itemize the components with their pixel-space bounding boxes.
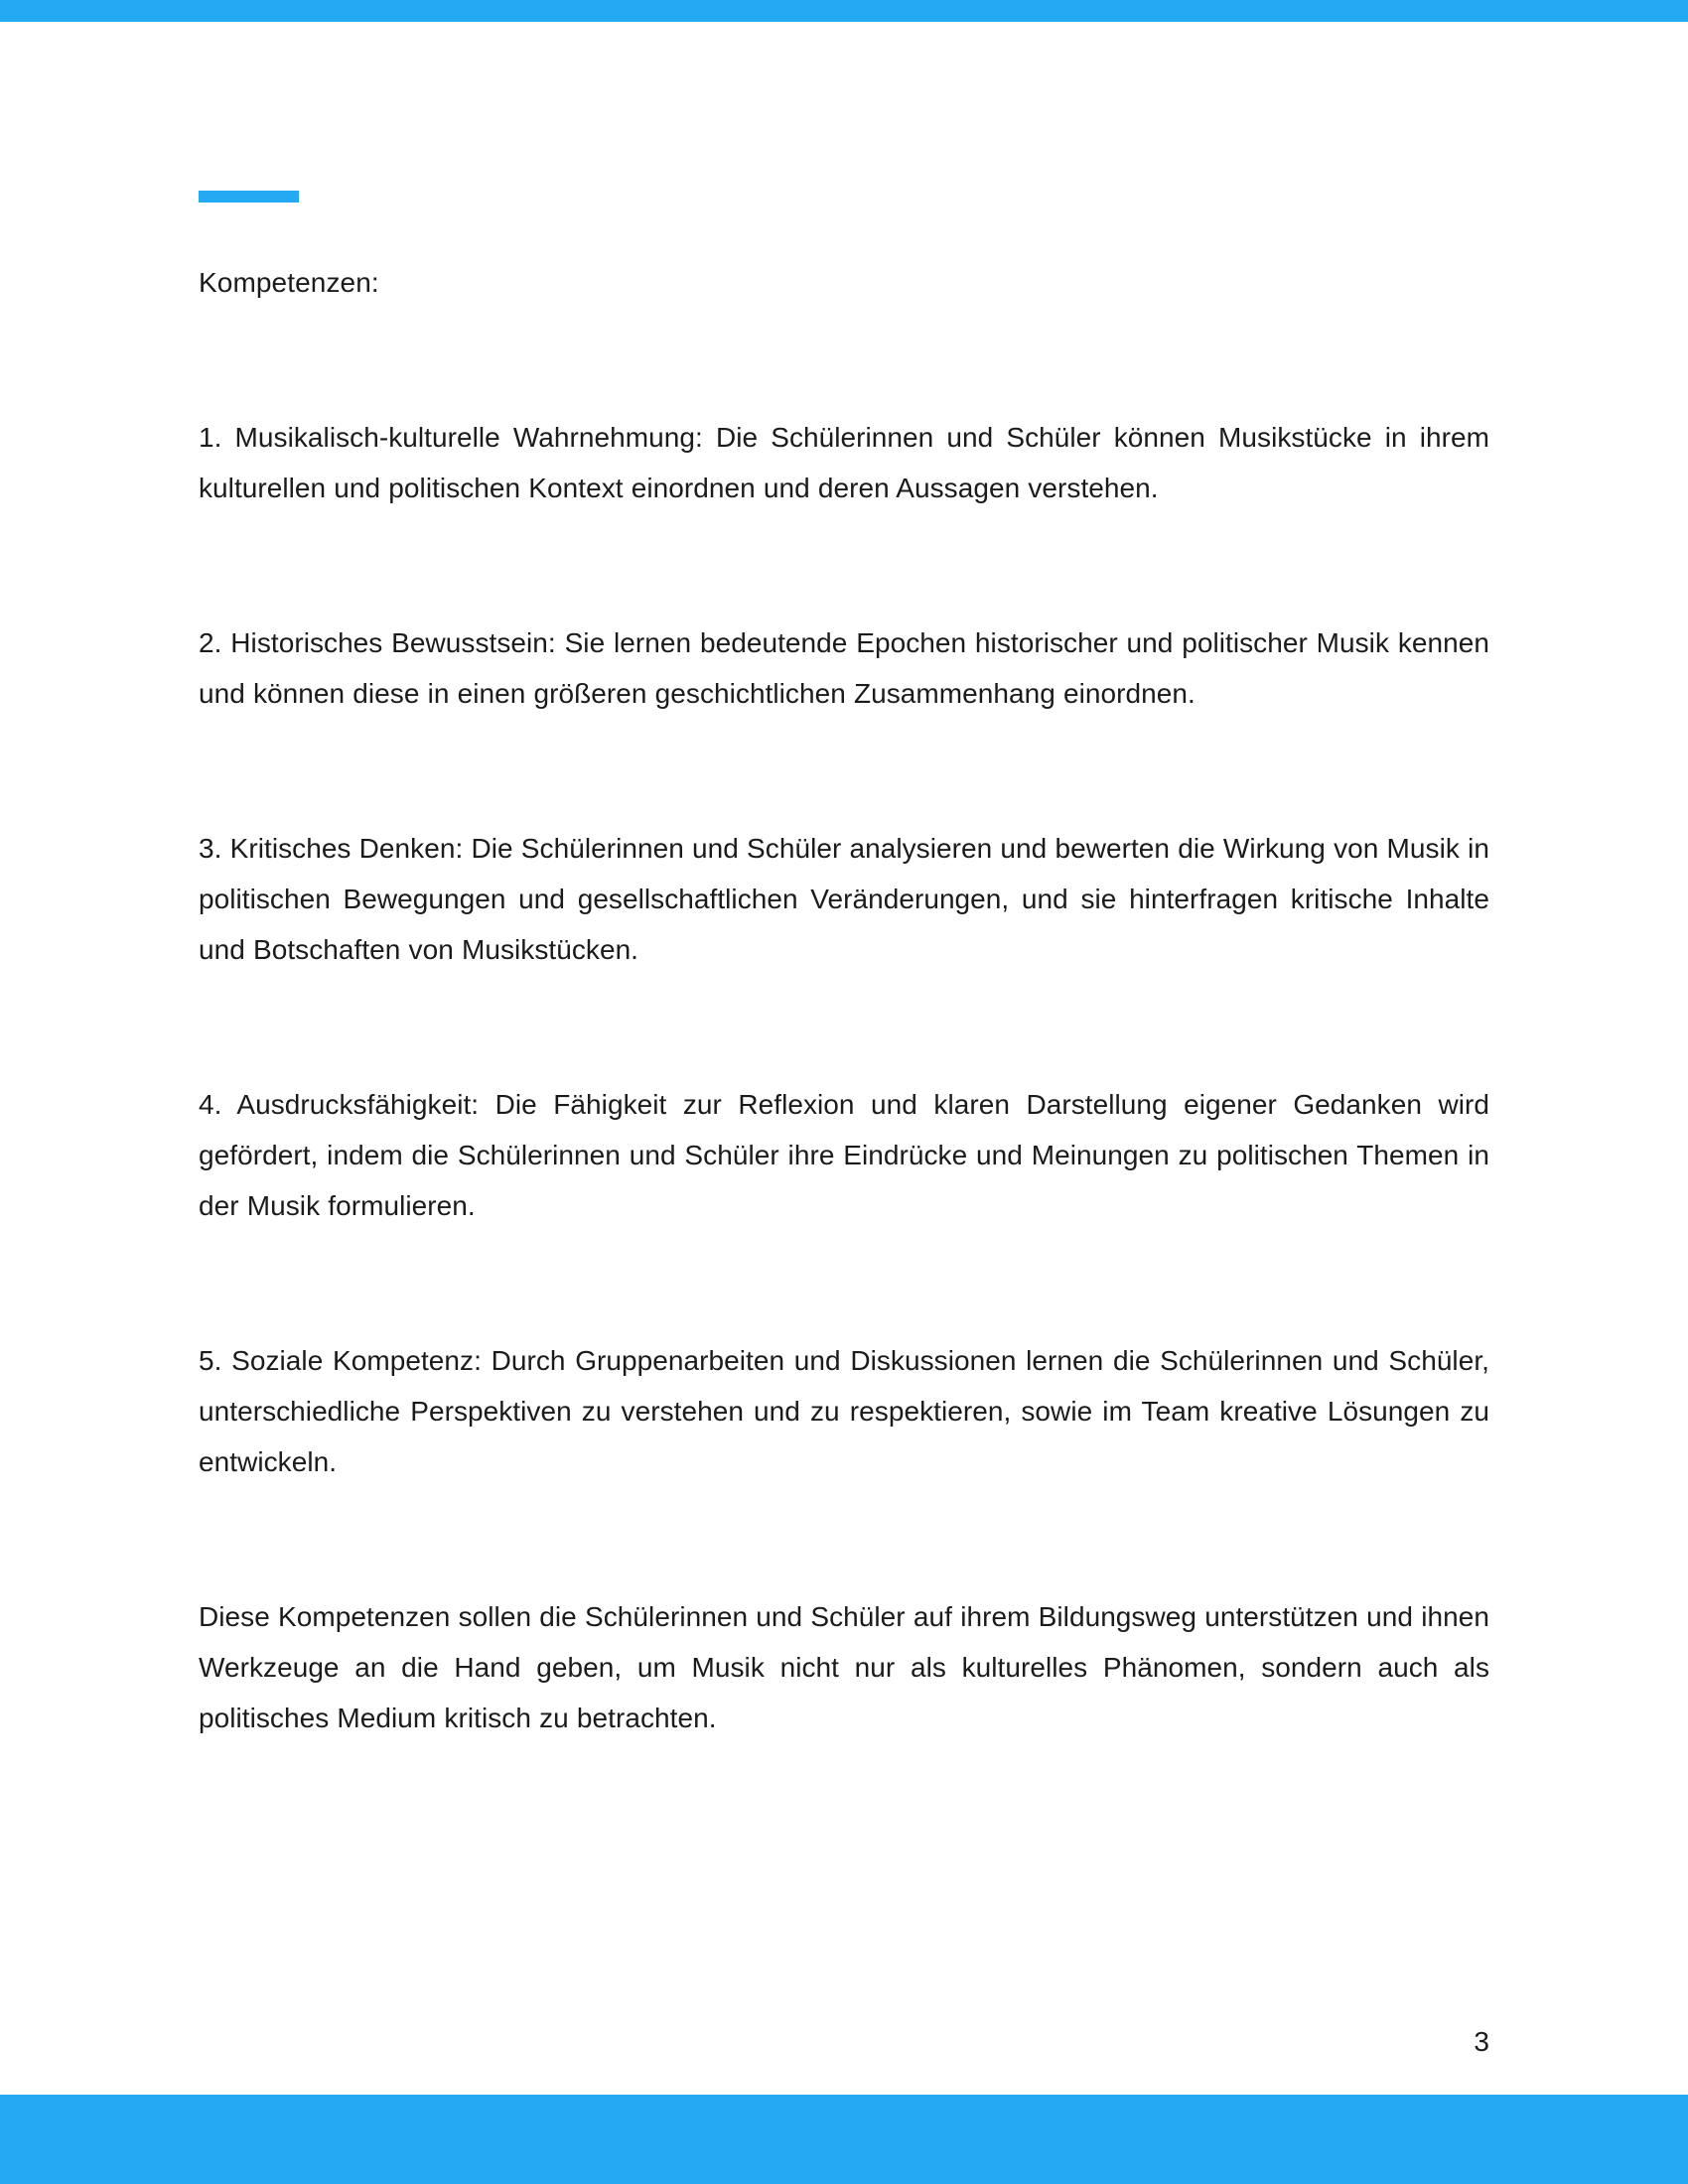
paragraph-competency-5: 5. Soziale Kompetenz: Durch Gruppenarbeiten und Diskussionen lernen die Schülerinnen und Schüler, unterschiedliche Perspektiven zu verstehen und zu respektieren, sowie im Team kreative Lösungen zu entwickeln.: [199, 1345, 1489, 1477]
paragraph-competency-3: 3. Kritisches Denken: Die Schülerinnen und Schüler analysieren und bewerten die Wirkung von Musik in politischen Bewegungen und gesellschaftlichen Veränderungen, und sie hinterfragen kritische Inhalte und Botschaften von Musikstücken.: [199, 833, 1489, 965]
bottom-accent-band: [0, 2095, 1688, 2184]
page-content: [199, 0, 1489, 2184]
paragraph-competency-2: 2. Historisches Bewusstsein: Sie lernen bedeutende Epochen historischer und politischer Musik kennen und können diese in einen größeren geschichtlichen Zusammenhang einordnen.: [199, 627, 1489, 709]
page-number: 3: [1474, 2026, 1489, 2057]
page-title: Kompetenzen:: [199, 267, 379, 298]
heading-accent-rule: [199, 191, 299, 203]
paragraph-competency-4: 4. Ausdrucksfähigkeit: Die Fähigkeit zur Reflexion und klaren Darstellung eigener Gedanken wird gefördert, indem die Schülerinnen und Schüler ihre Eindrücke und Meinungen zu politischen Themen in der Musik formulieren.: [199, 1089, 1489, 1221]
competency-list: [199, 412, 1489, 1743]
paragraph-closing: Diese Kompetenzen sollen die Schülerinnen und Schüler auf ihrem Bildungsweg unterstützen und ihnen Werkzeuge an die Hand geben, um Musik nicht nur als kulturelles Phänomen, sondern auch als politisches Medium kritisch zu betrachten.: [199, 1601, 1489, 1733]
paragraph-competency-1: 1. Musikalisch-kulturelle Wahrnehmung: Die Schülerinnen und Schüler können Musikstücke in ihrem kulturellen und politischen Kontext einordnen und deren Aussagen verstehen.: [199, 422, 1489, 503]
